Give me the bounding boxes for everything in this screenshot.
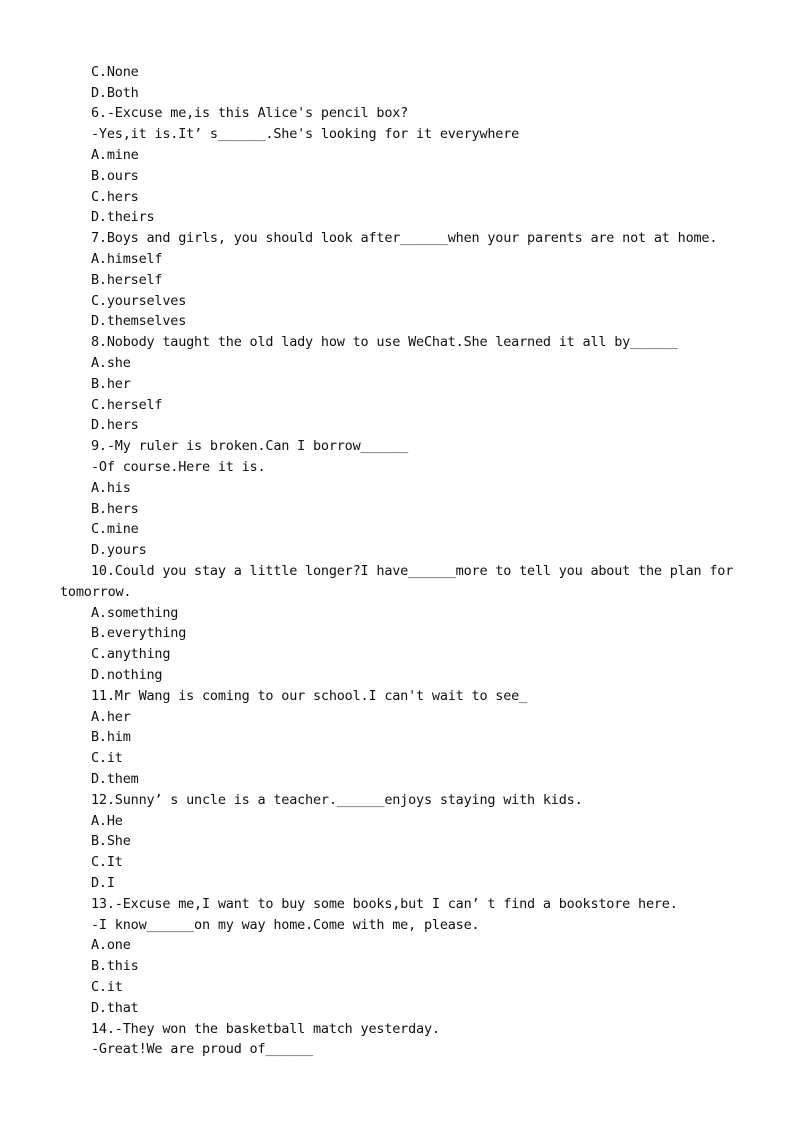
- question-9-option-d: D.yours: [91, 542, 147, 558]
- question-6-option-b: B.ours: [91, 168, 139, 184]
- question-9-option-b: B.hers: [91, 501, 139, 517]
- question-12-option-d: D.I: [91, 875, 115, 891]
- question-9-option-a: A.his: [91, 480, 131, 496]
- question-11: 11.Mr Wang is coming to our school.I can't wait to see_: [91, 688, 528, 704]
- question-12: 12.Sunny’ s uncle is a teacher.______enjoys staying with kids.: [91, 792, 583, 808]
- question-9-line-2: -Of course.Here it is.: [91, 459, 266, 475]
- question-10-option-d: D.nothing: [91, 667, 163, 683]
- question-6-line-2: -Yes,it is.It’ s______.She's looking for it everywhere: [91, 126, 520, 142]
- question-6-option-c: C.hers: [91, 189, 139, 205]
- question-10-line-1: 10.Could you stay a little longer?I have______more to tell you about the plan for: [91, 563, 734, 579]
- question-13-option-a: A.one: [91, 937, 131, 953]
- question-6-option-a: A.mine: [91, 147, 139, 163]
- question-13-option-c: C.it: [91, 979, 123, 995]
- question-10-option-a: A.something: [91, 605, 179, 621]
- question-12-option-b: B.She: [91, 833, 131, 849]
- question-11-option-d: D.them: [91, 771, 139, 787]
- question-14-line-1: 14.-They won the basketball match yesterday.: [91, 1021, 440, 1037]
- question-12-option-a: A.He: [91, 813, 123, 829]
- question-8: 8.Nobody taught the old lady how to use WeChat.She learned it all by______: [91, 334, 678, 350]
- question-9-option-c: C.mine: [91, 521, 139, 537]
- question-7: 7.Boys and girls, you should look after______when your parents are not at home.: [91, 230, 718, 246]
- question-8-option-c: C.herself: [91, 397, 163, 413]
- question-14-line-2: -Great!We are proud of______: [91, 1041, 313, 1057]
- question-13-option-d: D.that: [91, 1000, 139, 1016]
- question-8-option-d: D.hers: [91, 417, 139, 433]
- question-13-line-1: 13.-Excuse me,I want to buy some books,but I can’ t find a bookstore here.: [91, 896, 678, 912]
- question-6-option-d: D.theirs: [91, 209, 155, 225]
- question-11-option-a: A.her: [91, 709, 131, 725]
- question-7-option-c: C.yourselves: [91, 293, 187, 309]
- question-13-option-b: B.this: [91, 958, 139, 974]
- question-7-option-b: B.herself: [91, 272, 163, 288]
- question-13-line-2: -I know______on my way home.Come with me, please.: [91, 917, 480, 933]
- option-d-both: D.Both: [91, 85, 139, 101]
- question-8-option-a: A.she: [91, 355, 131, 371]
- question-11-option-c: C.it: [91, 750, 123, 766]
- question-10-option-b: B.everything: [91, 625, 187, 641]
- question-7-option-a: A.himself: [91, 251, 163, 267]
- question-10-line-2: tomorrow.: [60, 584, 132, 600]
- question-6-line-1: 6.-Excuse me,is this Alice's pencil box?: [91, 105, 409, 121]
- option-c-none: C.None: [91, 64, 139, 80]
- question-12-option-c: C.It: [91, 854, 123, 870]
- question-8-option-b: B.her: [91, 376, 131, 392]
- question-11-option-b: B.him: [91, 729, 131, 745]
- question-7-option-d: D.themselves: [91, 313, 187, 329]
- question-9-line-1: 9.-My ruler is broken.Can I borrow______: [91, 438, 409, 454]
- question-10-option-c: C.anything: [91, 646, 171, 662]
